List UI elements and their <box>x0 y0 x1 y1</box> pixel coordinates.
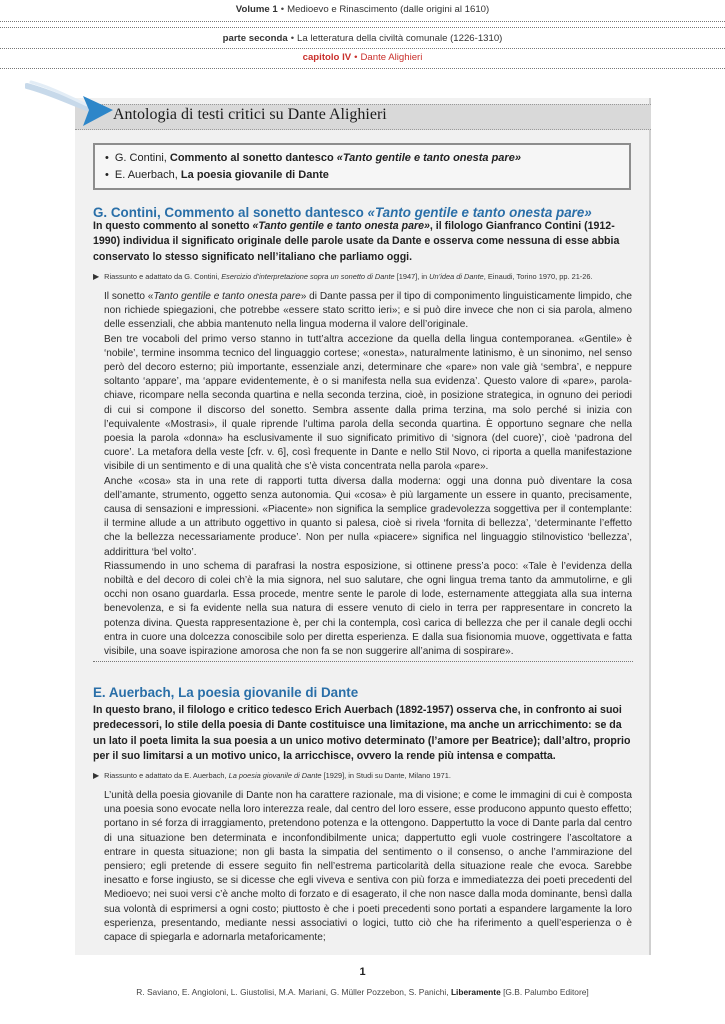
paragraph: Il sonetto «Tanto gentile e tanto onesta pare» di Dante passa per il tipo di componimento linguisticamente limpido, che non richiede spiegazioni, che potrebbe «essere stato scritto ieri»; e si può dire invece che non ci sia parola, almeno delle essenziali, che abbia mantenuto nella lingua moderna il valore dell’originale. <box>104 291 632 331</box>
section2-source: ▶ Riassunto e adattato da E. Auerbach, La poesia giovanile di Dante [1929], in Studi su Dante, Milano 1971. <box>93 771 451 780</box>
chapter-label: capitolo IV <box>302 52 352 63</box>
section1-source: ▶ Riassunto e adattato da G. Contini, Esercizio d’interpretazione sopra un sonetto di Dante [1947], in Un’idea di Dante, Einaudi, Torino 1970, pp. 21-26. <box>93 272 593 281</box>
paragraph: Ben tre vocaboli del primo verso stanno in tutt’altra accezione da quella della lingua contemporanea. «Gentile» è ‘nobile’, termine insomma tecnico del linguaggio cortese; «onesta», naturalmente latinismo, è un sinonimo, nel senso però del decoro esterno; più importante, essenziale anzi, determinare che «pare» non vale già ‘sembra’, e neppure soltanto ‘appare’, ma ‘appare evidentemente, è o si manifesta nella sua evidenza’. Questo valore di «pare», parola-chiave, ricompare nella seconda quartina e nella seconda terzina, cioè, in posizione strategica, in ognuno dei periodi di cui si compone il discorso del sonetto. Sembra assente dalla prima terzina, ma solo perché si inizia con l’equivalente «Mostrasi», il quale riprende l’ultima parola della seconda quartina. È opportuno segnare che nella poesia la parola «donna» ha esclusivamente il suo significato primitivo di ‘signora (del cuore)’, cioè ‘padrona del cuore’. La metafora della veste [cfr. v. 6], così frequente in Dante e nello Stil Novo, ci riporta a quella manifestazione visibile di un sentimento e di una qualità che s’è vista concentrata nella parola «pare». <box>104 333 632 473</box>
paragraph: Riassumendo in uno schema di parafrasi la nostra esposizione, si ottinene press’a poco: «Tale è l’evidenza della nobiltà e del decoro di colei ch’è la mia signora, nel suo salutare, che ogni lingua trema tanto da ammutolirne, e gli occhi non osano guardarla. Essa procede, mentre sente le parole di lode, esternamente atteggiata alla sua interna benevolenza, e si fa evidente nella sua natura di essere venuto di cielo in terra per rappresentare in concreto la potenza divina. Questa rappresentazione è, per chi la contempla, così carica di bellezza che per il canale degli occhi entra in cuore una dolcezza conoscibile solo per diretta esperienza. E dalla sua fisionomia muove, oggettivata e fatta visibile, una soave ispirazione amorosa che non fa se non suggerire all’anima di sospirare». <box>104 560 632 658</box>
arrow-right-icon <box>25 78 125 134</box>
section2-intro: In questo brano, il filologo e critico tedesco Erich Auerbach (1892-1957) osserva che, in confronto ai suoi predecessori, lo stile della poesia di Dante costituisce una limitazione, ma anche un arricchimento: se da un lato il poeta limita la sua poesia a un unico motivo determinato (l’amore per Beatrice); dall’altro, proprio per il suo limitarsi a un motivo unico, la arricchisce, ovvero la rende più intensa e compatta. <box>93 704 631 763</box>
volume-label: Volume 1 <box>235 4 278 15</box>
chapter-title: Dante Alighieri <box>360 52 423 63</box>
triangle-icon: ▶ <box>93 272 100 281</box>
index-box <box>93 143 631 190</box>
index-item: • E. Auerbach, La poesia giovanile di Dante <box>105 169 329 181</box>
paragraph: Anche «cosa» sta in una rete di rapporti tutta diversa dalla moderna: oggi una donna può diventare la cosa dell’amante, strumento, oggetto senza autonomia. Qui «cosa» è più largamente un essere in quanto, precisamente, causa di sensazioni e impressioni. «Piacente» non significa la semplice gradevolezza soggettiva per il contemplante: il termine allude a un attributo oggettivo in quanto si palesa, cioè si rivela ‘fornita di bellezza’, ‘determinante l’effetto che la bellezza necessariamente produce’. Non per nulla «piacere» significa nel linguaggio stilnovistico ‘bellezza’, addirittura ‘bel volto’. <box>104 475 632 558</box>
section1-intro: In questo commento al sonetto «Tanto gentile e tanto onesta pare», il filologo Gianfranco Contini (1912-1990) individua il significato originale delle parole usate da Dante e osserva come nessuna di esse abbia conservato lo stesso significato nell’italiano che parliamo oggi. <box>93 220 620 263</box>
page-number: 1 <box>359 966 366 978</box>
footer: R. Saviano, E. Angioloni, L. Giustolisi, M.A. Mariani, G. Müller Pozzebon, S. Panichi, Liberamente [G.B. Palumbo Editore] <box>136 987 589 997</box>
part-title: La letteratura della civiltà comunale (1226-1310) <box>297 33 503 44</box>
section-divider <box>93 661 633 662</box>
triangle-icon: ▶ <box>93 771 100 780</box>
page-title: Antologia di testi critici su Dante Alighieri <box>113 106 387 123</box>
section2-title: E. Auerbach, La poesia giovanile di Dante <box>93 685 359 700</box>
part-label: parte seconda <box>222 33 288 44</box>
volume-title: Medioevo e Rinascimento (dalle origini al 1610) <box>287 4 490 15</box>
paragraph: L’unità della poesia giovanile di Dante non ha carattere razionale, ma di visione; e come le immagini di cui è composta una poesia sono evocate nella loro interezza reale, dal centro del loro essere, esse producono appunto questo effetto; portano in sé forza di irraggiamento, pretendono potenza e la ottengono. Dappertutto la voce di Dante parla dal centro di una situazione ben determinata e inconfondibilmente unica; dappertutto egli vuole costringere l’ascoltatore a entrare in questa situazione; non gli basta la simpatia del sentimento o il consenso, o anche l’ammirazione del pensiero; egli pretende di essere seguito fin nell’estrema particolarità della situazione reale che evoca. Sarebbe inesatto e forse ingiusto, se si dicesse che egli viveva e sentiva con più forza e immediatezza dei poeti precedenti del Medioevo; nei suoi versi c’è anche molto di forzato e di esagerato, il che non nasce dalla moda dominante, bensì dalla sua volontà di esprimersi a ogni costo; piuttosto è che i poeti precedenti sono portati a espandere largamente la loro esperienza, presentando, mediante nessi associativi o logici, tutto ciò che ha riferimento a quell’esperienza o è capace di spiegarla e adornarla metaforicamente; <box>104 790 632 944</box>
divider <box>0 21 725 22</box>
divider <box>0 68 725 69</box>
header-volume: Volume 1 • Medioevo e Rinascimento (dalle origini al 1610) <box>235 4 490 15</box>
divider <box>0 48 725 49</box>
index-item: • G. Contini, Commento al sonetto dantesco «Tanto gentile e tanto onesta pare» <box>105 152 521 164</box>
header-part: parte seconda • La letteratura della civiltà comunale (1226-1310) <box>222 33 503 44</box>
section2-body <box>104 789 632 945</box>
header-chapter: capitolo IV • Dante Alighieri <box>302 52 423 63</box>
section1-body <box>104 290 632 659</box>
divider <box>0 27 725 28</box>
section1-title: G. Contini, Commento al sonetto dantesco «Tanto gentile e tanto onesta pare» <box>93 205 592 220</box>
